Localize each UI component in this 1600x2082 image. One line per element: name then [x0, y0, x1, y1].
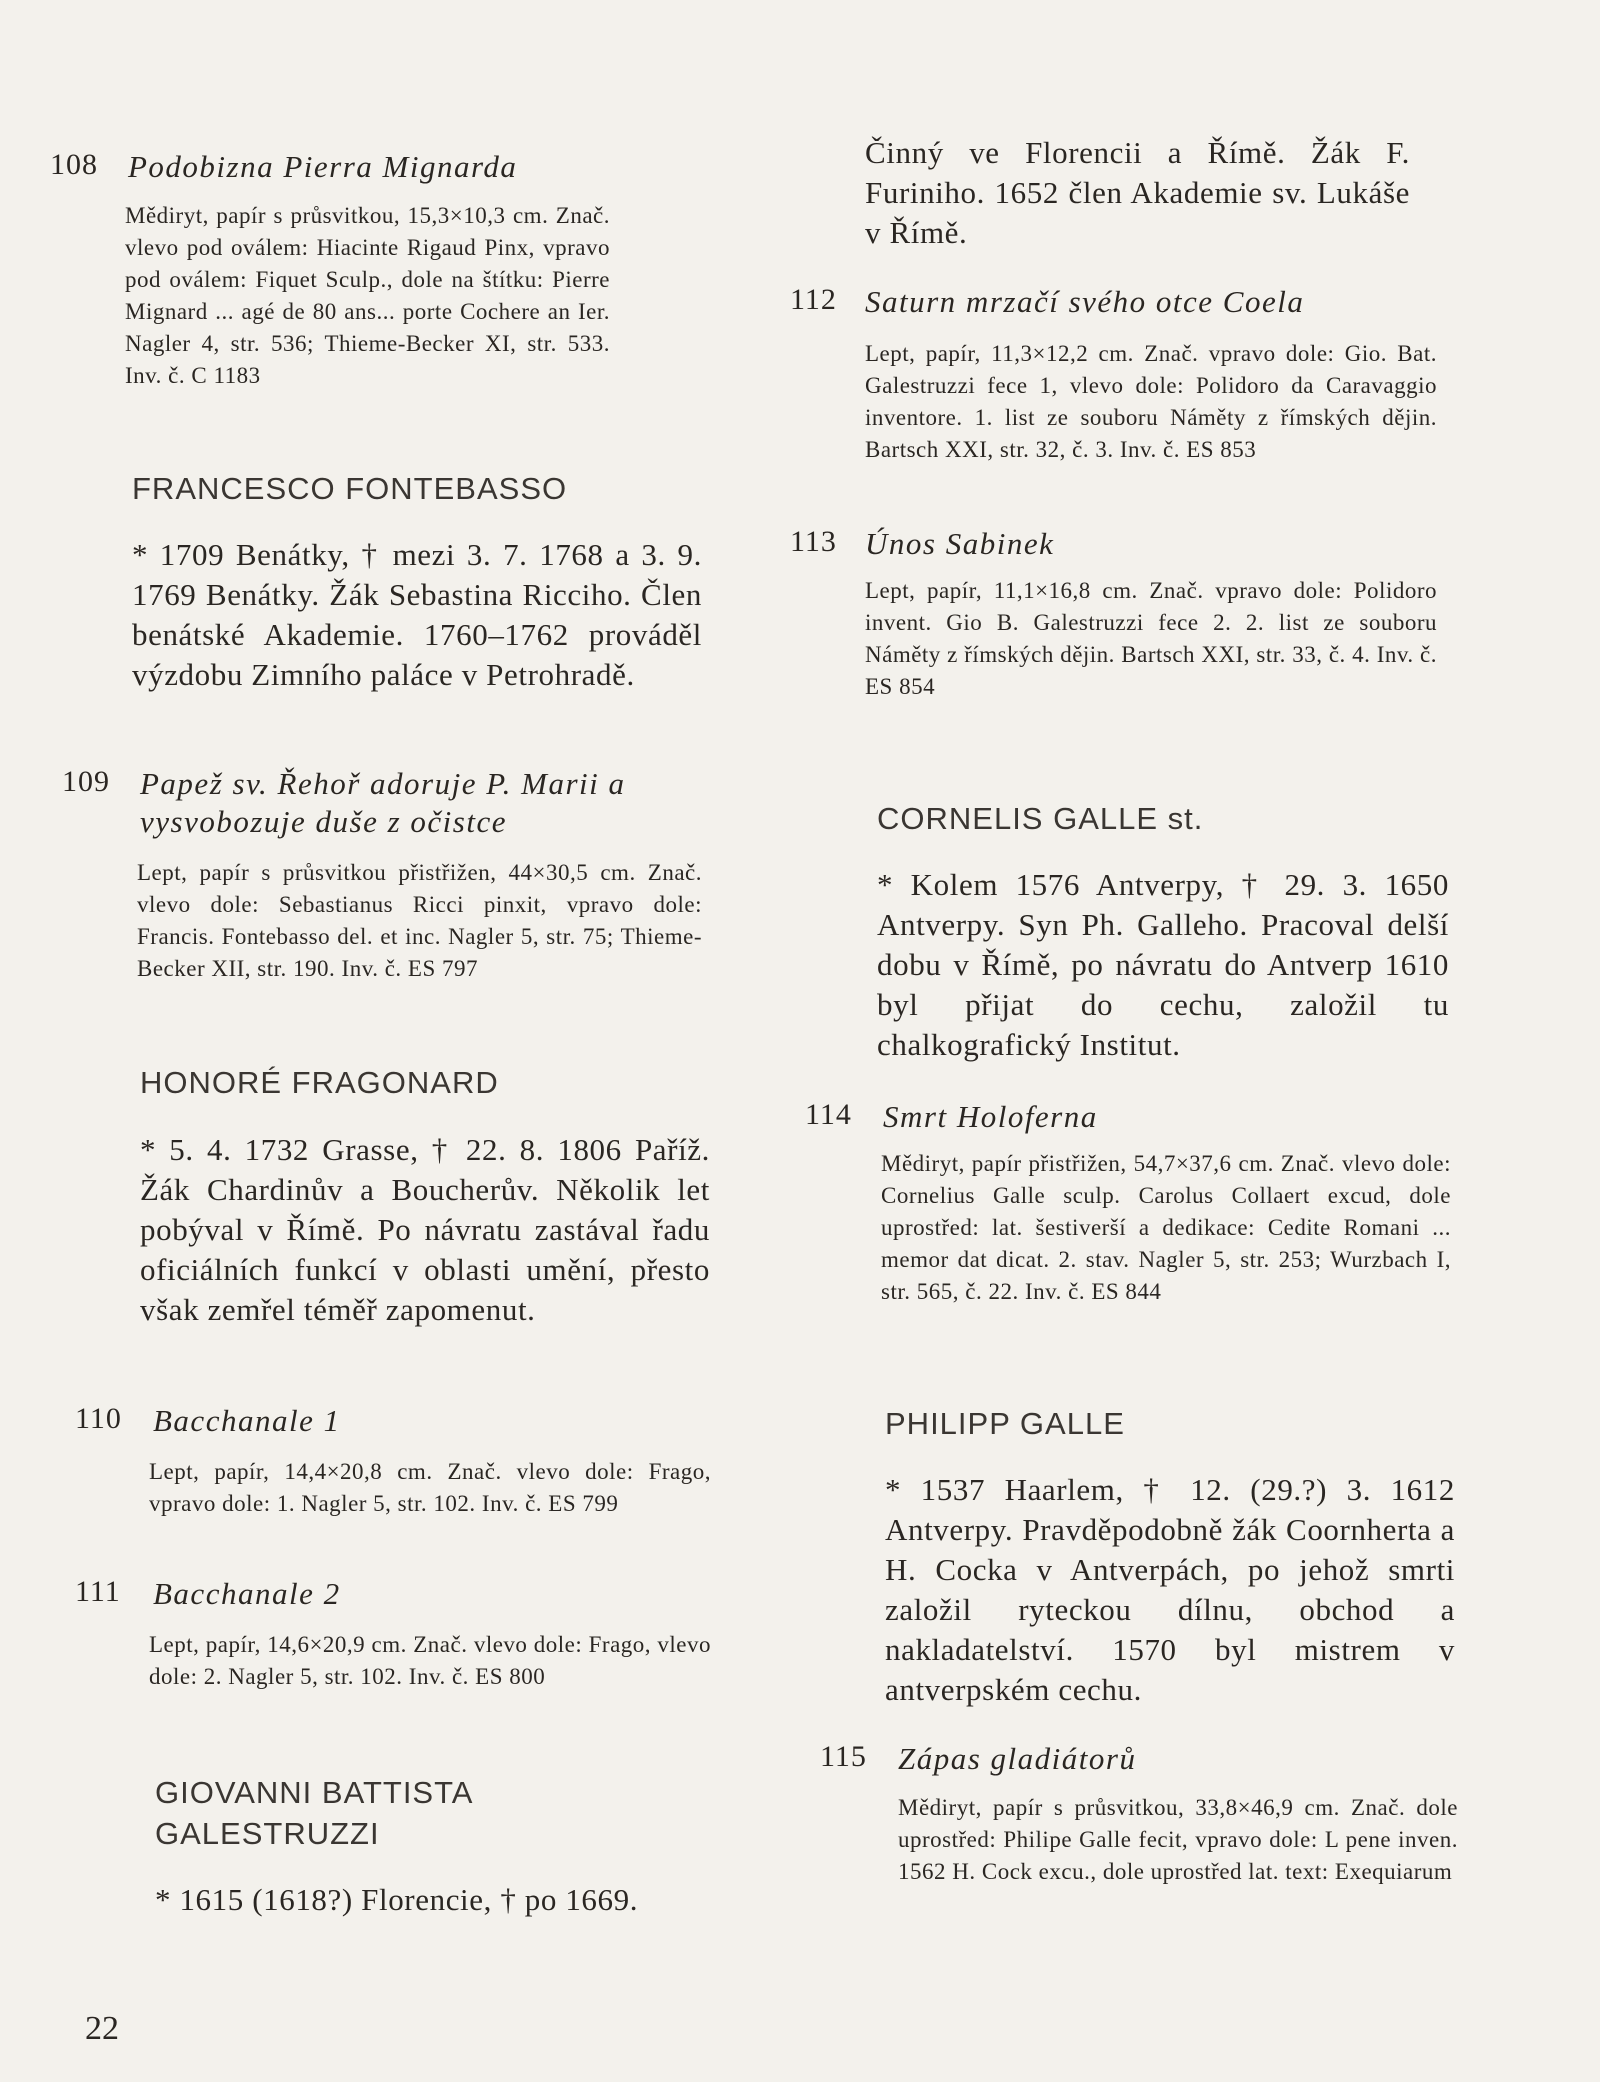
artist-name: HONORÉ FRAGONARD	[140, 1065, 499, 1100]
right-column	[790, 0, 1458, 2082]
entry-description: Mědiryt, papír přistřižen, 54,7×37,6 cm. Znač. vlevo dole: Cornelius Galle sculp. Carolus Collaert excud, dole uprostřed: lat. šestiverší a dedikace: Cedite Romani ... memor dat dicat. 2. stav. Nagler 5, str. 253; Wurzbach I, str. 565, č. 22. Inv. č. ES 844	[881, 1151, 1451, 1304]
artist-name: GIOVANNI BATTISTA GALESTRUZZI	[155, 1775, 472, 1851]
artist-name: FRANCESCO FONTEBASSO	[132, 471, 568, 506]
entry-number: 108	[50, 148, 98, 181]
artist-biography: * 1537 Haarlem, † 12. (29.?) 3. 1612 Antverpy. Pravděpodobně žák Coornherta a H. Cocka v Antverpách, po jehož smrti založil ryteckou dílnu, obchod a nakladatelství. 1570 byl mistrem v antverpském cechu.	[885, 1472, 1455, 1707]
artist-name: PHILIPP GALLE	[885, 1406, 1125, 1441]
entry-number: 115	[820, 1740, 867, 1773]
entry-number: 113	[790, 525, 837, 558]
entry-title: Smrt Holoferna	[883, 1099, 1098, 1134]
entry-number: 114	[805, 1098, 852, 1131]
artist-biography: * 1615 (1618?) Florencie, † po 1669.	[155, 1882, 639, 1917]
artist-name: CORNELIS GALLE st.	[877, 801, 1204, 836]
entry-number: 110	[75, 1402, 122, 1435]
entry-description: Lept, papír, 11,1×16,8 cm. Znač. vpravo dole: Polidoro invent. Gio B. Galestruzzi fece 2. 2. list ze souboru Náměty z římských dějin. Bartsch XXI, str. 33, č. 4. Inv. č. ES 854	[865, 578, 1437, 699]
entry-description: Mědiryt, papír s průsvitkou, 33,8×46,9 cm. Znač. dole uprostřed: Philipe Galle fecit, vpravo dole: L pene inven. 1562 H. Cock excu., dole uprostřed lat. text: Exequiarum	[898, 1795, 1458, 1884]
entry-title: Podobizna Pierra Mignarda	[128, 149, 518, 184]
artist-biography-continued: Činný ve Florencii a Římě. Žák F. Furiniho. 1652 člen Akademie sv. Lukáše v Římě.	[865, 135, 1410, 250]
artist-biography: * 5. 4. 1732 Grasse, † 22. 8. 1806 Paříž. Žák Chardinův a Boucherův. Několik let pobýval v Římě. Po návratu zastával řadu oficiálních funkcí v oblasti umění, přesto však zemřel téměř zapomenut.	[140, 1132, 710, 1327]
entry-description: Lept, papír s průsvitkou přistřižen, 44×30,5 cm. Znač. vlevo dole: Sebastianus Ricci pinxit, vpravo dole: Francis. Fontebasso del. et inc. Nagler 5, str. 75; Thieme-Becker XII, str. 190. Inv. č. ES 797	[137, 860, 702, 981]
entry-number: 111	[75, 1575, 121, 1608]
entry-number: 109	[62, 765, 110, 798]
entry-title: Bacchanale 2	[153, 1576, 341, 1611]
entry-description: Lept, papír, 11,3×12,2 cm. Znač. vpravo dole: Gio. Bat. Galestruzzi fece 1, vlevo dole: Polidoro da Caravaggio inventore. 1. list ze souboru Náměty z římských dějin. Bartsch XXI, str. 32, č. 3. Inv. č. ES 853	[865, 341, 1437, 462]
entry-title: Zápas gladiátorů	[898, 1741, 1137, 1776]
left-column	[0, 0, 711, 2082]
entry-description: Lept, papír, 14,4×20,8 cm. Znač. vlevo dole: Frago, vpravo dole: 1. Nagler 5, str. 102. Inv. č. ES 799	[149, 1459, 711, 1516]
entry-title: Únos Sabinek	[865, 526, 1055, 561]
entry-title: Saturn mrzačí svého otce Coela	[865, 284, 1305, 319]
entry-title: Papež sv. Řehoř adoruje P. Marii a vysvobozuje duše z očistce	[140, 766, 626, 839]
artist-biography: * Kolem 1576 Antverpy, † 29. 3. 1650 Antverpy. Syn Ph. Galleho. Pracoval delší dobu v Římě, po návratu do Antverp 1610 byl přijat do cechu, založil tu chalkografický Institut.	[877, 867, 1449, 1062]
entry-description: Mědiryt, papír s průsvitkou, 15,3×10,3 cm. Znač. vlevo pod oválem: Hiacinte Rigaud Pinx, vpravo pod oválem: Fiquet Sculp., dole na štítku: Pierre Mignard ... agé de 80 ans... porte Cochere an Ier. Nagler 4, str. 536; Thieme-Becker XI, str. 533. Inv. č. C 1183	[125, 203, 610, 388]
entry-number: 112	[790, 283, 837, 316]
entry-title: Bacchanale 1	[153, 1403, 341, 1438]
artist-biography: * 1709 Benátky, † mezi 3. 7. 1768 a 3. 9. 1769 Benátky. Žák Sebastina Ricciho. Člen benátské Akademie. 1760–1762 prováděl výzdobu Zimního paláce v Petrohradě.	[132, 537, 702, 692]
page-number: 22	[85, 2010, 119, 2047]
entry-description: Lept, papír, 14,6×20,9 cm. Znač. vlevo dole: Frago, vlevo dole: 2. Nagler 5, str. 102. Inv. č. ES 800	[149, 1632, 711, 1689]
